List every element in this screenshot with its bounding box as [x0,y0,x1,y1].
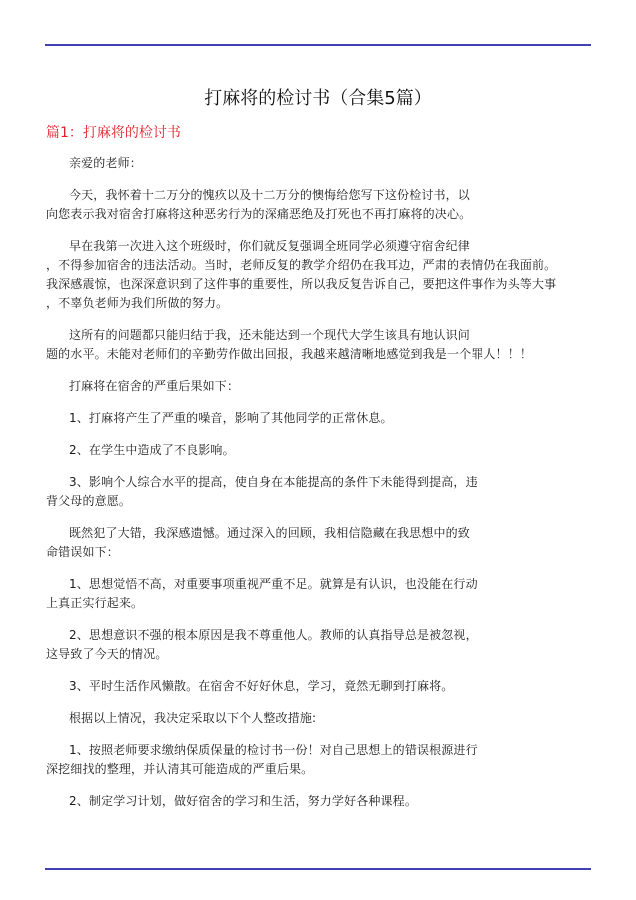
paragraph: 根据以上情况，我决定采取以下个人整改措施: [69,711,317,725]
section-heading: 篇1：打麻将的检讨书 [46,125,181,141]
list-item: 2、在学生中造成了不良影响。 [69,443,235,457]
paragraph: 打麻将在宿舍的严重后果如下： [69,379,240,393]
paragraph: 这所有的问题都只能归结于我，还未能达到一个现代大学生该具有地认识问 题的水平。未能对老师们的辛勤劳作做出回报，我越来越清晰地感觉到我是一个罪人！！！ [46,328,533,361]
paragraph: 既然犯了大错，我深感遗憾。通过深入的回顾，我相信隐藏在我思想中的致 命错误如下： [46,526,470,559]
list-item: 3、平时生活作风懒散。在宿舍不好好休息，学习，竟然无聊到打麻将。 [69,679,454,693]
paragraph-salutation: 亲爱的老师： [69,156,142,170]
document-title: 打麻将的检讨书（合集5篇） [204,88,432,109]
list-item: 2、制定学习计划，做好宿舍的学习和生活，努力学好各种课程。 [69,794,417,808]
list-item: 3、影响个人综合水平的提高，使自身在本能提高的条件下未能得到提高，违 背父母的意愿。 [46,475,478,508]
paragraph: 今天，我怀着十二万分的愧疚以及十二万分的懊悔给您写下这份检讨书，以 向您表示我对宿舍打麻将这种恶劣行为的深痛恶绝及打死也不再打麻将的决心。 [46,188,472,221]
list-item: 1、打麻将产生了严重的噪音，影响了其他同学的正常休息。 [69,411,393,425]
list-item: 1、思想觉悟不高，对重要事项重视严重不足。就算是有认识，也没能在行动 上真正实行起来。 [46,577,478,610]
list-item: 2、思想意识不强的根本原因是我不尊重他人。教师的认真指导总是被忽视， 这导致了今天的情况。 [46,628,478,661]
header-rule [45,44,591,46]
footer-rule [45,868,591,870]
paragraph: 早在我第一次进入这个班级时，你们就反复强调全班同学必须遵守宿舍纪律 ，不得参加宿舍的违法活动。当时，老师反复的教学介绍仍在我耳边，严肃的表情仍在我面前。 我深感震惊，也深深意识到了这件事的重要性，所以我反复告诉自己，要把这件事作为头等大事 ，不辜负老师为我们所做的努力。 [46,239,557,310]
list-item: 1、按照老师要求缴纳保质保量的检讨书一份！对自己思想上的错误根源进行 深挖细找的整理，并认清其可能造成的严重后果。 [46,743,478,776]
document-body [46,154,598,824]
